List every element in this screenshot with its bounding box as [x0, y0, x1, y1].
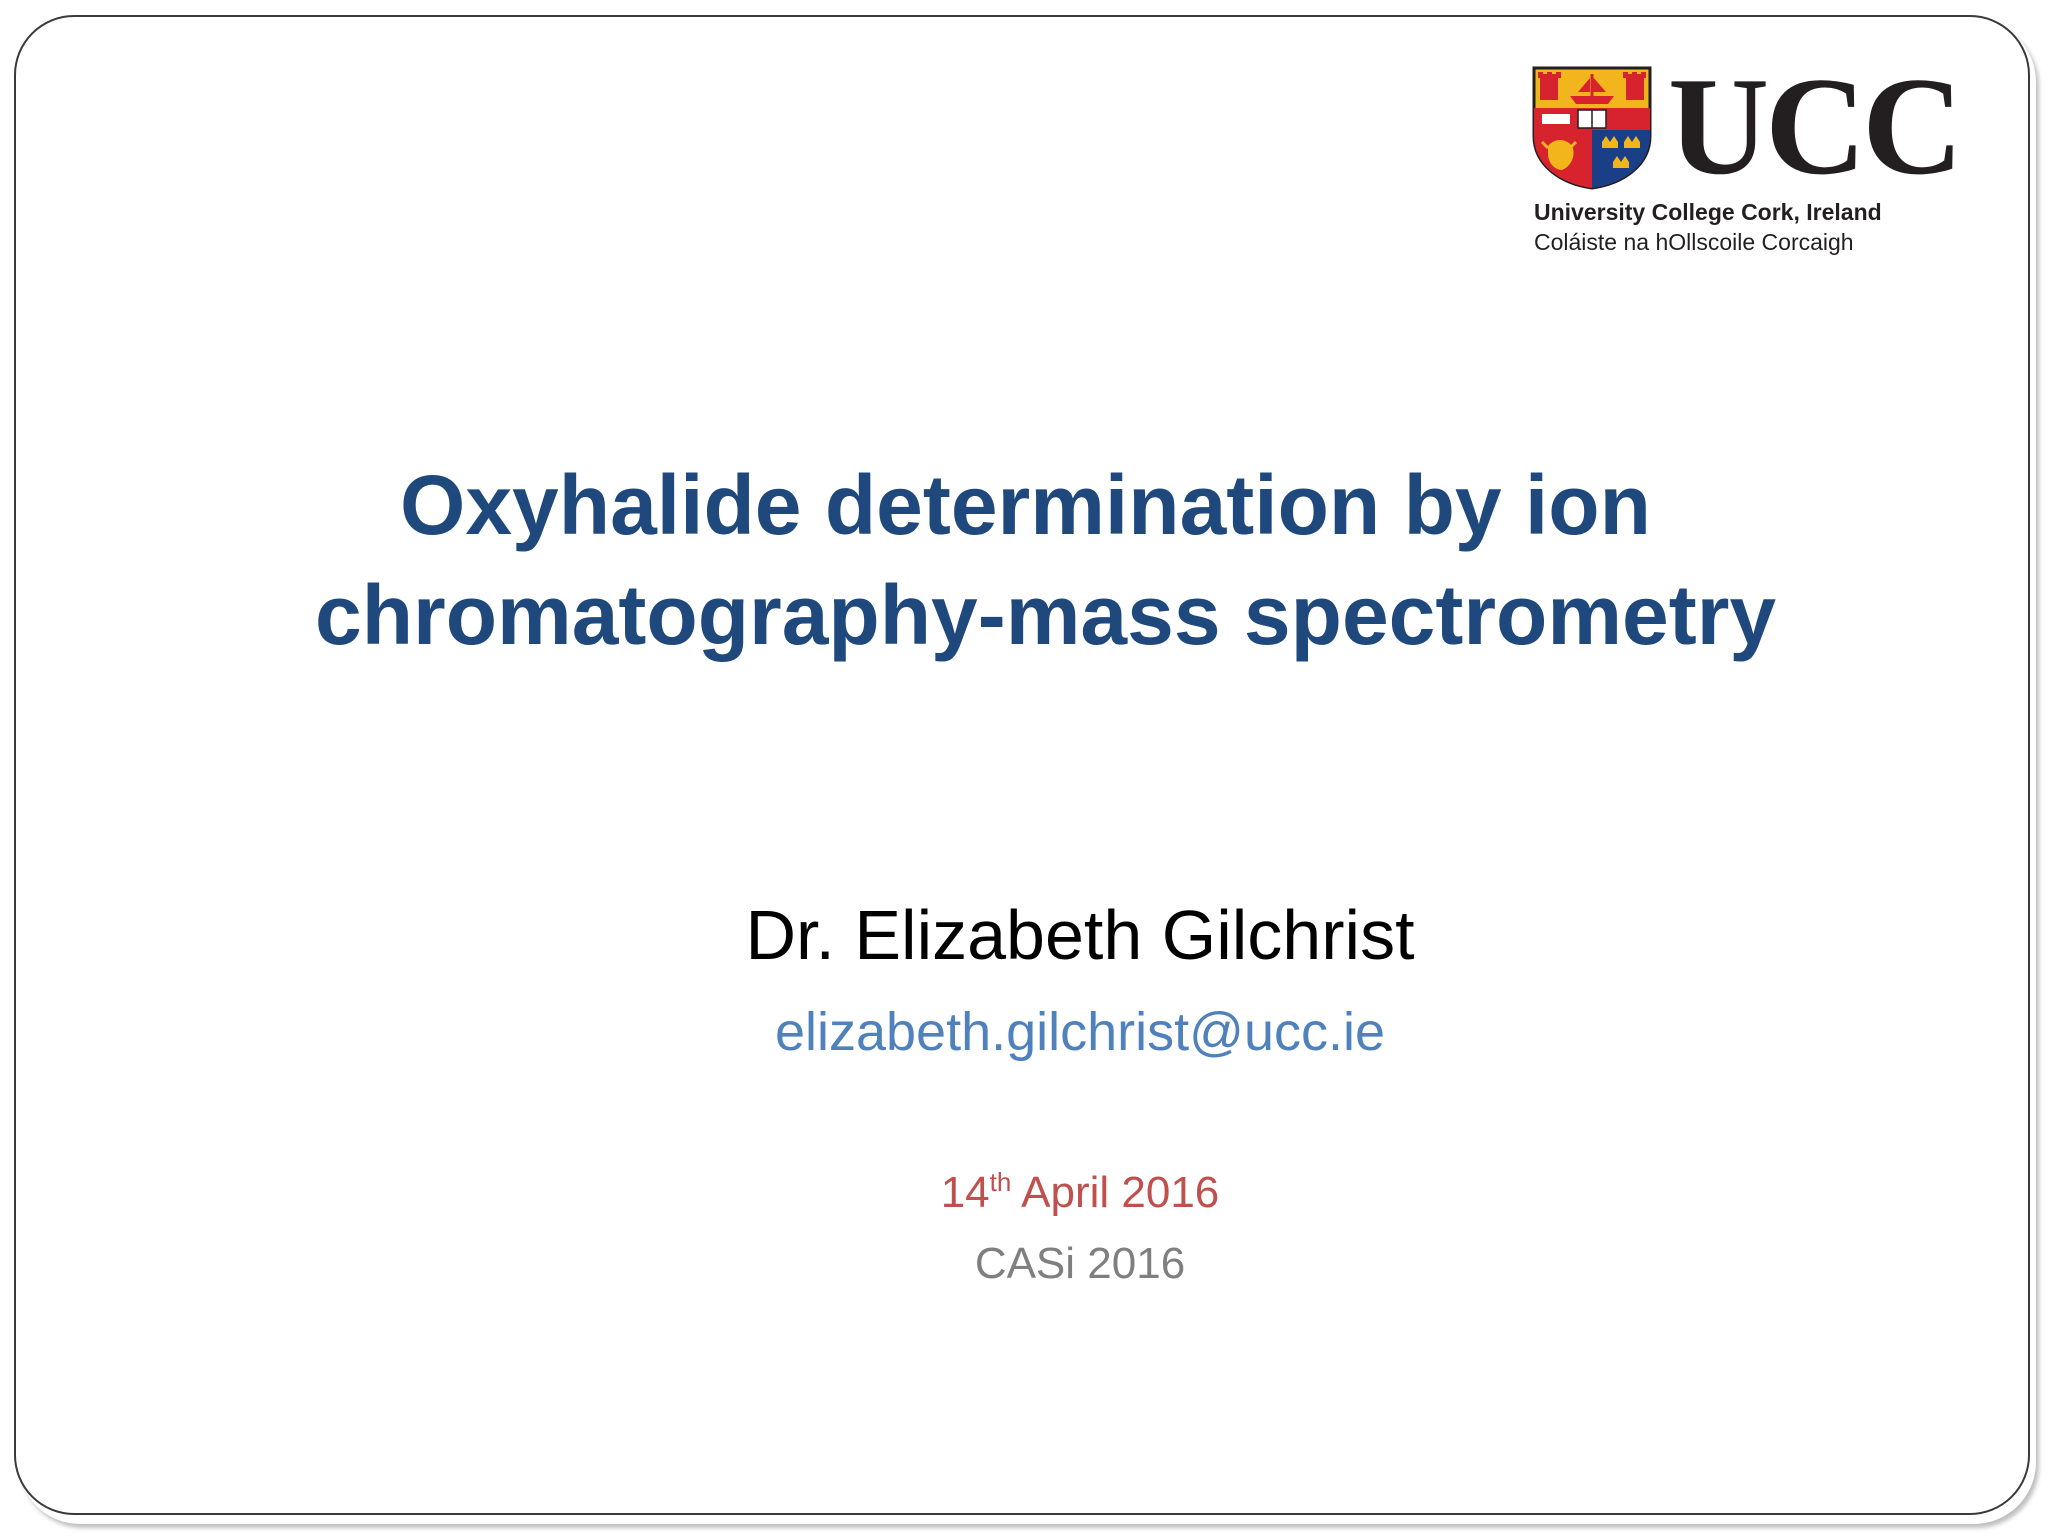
author-name: Dr. Elizabeth Gilchrist [745, 896, 1415, 974]
date-month-year: April 2016 [1011, 1168, 1220, 1217]
title-line-1: Oxyhalide determination by ion [400, 458, 1651, 552]
ucc-logo [1532, 49, 1960, 266]
conference-name: CASi 2016 [974, 1239, 1186, 1288]
logo-irish-name: Coláiste na hOllscoile Corcaigh [1534, 229, 1854, 255]
presentation-date [0, 1166, 2048, 1220]
author-email: elizabeth.gilchrist@ucc.ie [774, 1002, 1386, 1062]
title-line-2: chromatography-mass spectrometry [315, 568, 1777, 662]
slide-title [200, 450, 1920, 670]
date-day: 14 [940, 1168, 990, 1217]
logo-university-name: University College Cork, Ireland [1534, 199, 1882, 225]
date-suffix: th [989, 1167, 1012, 1197]
ucc-wordmark: UCC [1668, 49, 1960, 204]
ucc-crest-icon [1532, 66, 1652, 190]
